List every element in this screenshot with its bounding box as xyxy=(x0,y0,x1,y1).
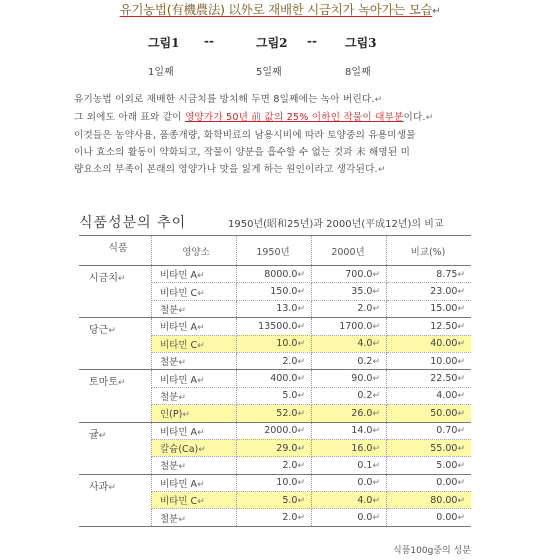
value-1950-cell: 13.0↵ xyxy=(237,300,312,317)
column-header: 식품 xyxy=(79,236,152,266)
document-title xyxy=(0,0,560,18)
nutrient-cell: 철분↵ xyxy=(152,352,237,369)
value-2000-cell: 0.2↵ xyxy=(312,387,387,404)
value-2000-cell: 14.0↵ xyxy=(312,422,387,439)
nutrient-cell: 비타민 C↵ xyxy=(152,335,237,352)
nutrient-cell: 인(P)↵ xyxy=(152,405,237,422)
figure-2-label: 그림2 xyxy=(256,36,288,50)
body-paragraph xyxy=(74,91,514,179)
nutrient-table xyxy=(79,235,471,527)
table-row xyxy=(79,422,471,439)
nutrient-cell: 칼슘(Ca)↵ xyxy=(152,439,237,456)
nutrient-cell: 철분↵ xyxy=(152,300,237,317)
ratio-cell: 55.00↵ xyxy=(387,439,472,456)
ratio-cell: 50.00↵ xyxy=(387,405,472,422)
table-row xyxy=(79,474,471,491)
figure-separator: -- xyxy=(307,34,317,48)
ratio-cell: 80.00↵ xyxy=(387,492,472,509)
value-1950-cell: 13500.0↵ xyxy=(237,318,312,335)
value-2000-cell: 4.0↵ xyxy=(312,335,387,352)
table-row xyxy=(79,318,471,335)
figure-separator: -- xyxy=(204,34,214,48)
nutrient-cell: 철분↵ xyxy=(152,457,237,474)
table-footnote: 식품100g중의 성분 xyxy=(393,546,471,556)
paragraph-line: 이것들은 농약사용, 품종개량, 화학비료의 남용시비에 따라 토양중의 유용미생물 xyxy=(74,130,416,141)
food-name: 귤 xyxy=(89,429,99,441)
value-1950-cell: 5.0↵ xyxy=(237,387,312,404)
value-1950-cell: 29.0↵ xyxy=(237,439,312,456)
nutrient-cell: 비타민 C↵ xyxy=(152,283,237,300)
column-header: 1950년 xyxy=(237,236,312,266)
nutrient-cell: 비타민 C↵ xyxy=(152,492,237,509)
food-name-cell: 사과↵ xyxy=(79,474,152,526)
ratio-cell: 12.50↵ xyxy=(387,318,472,335)
value-1950-cell: 2.0↵ xyxy=(237,457,312,474)
value-2000-cell: 4.0↵ xyxy=(312,492,387,509)
food-name-cell: 시금치↵ xyxy=(79,266,152,318)
value-1950-cell: 150.0↵ xyxy=(237,283,312,300)
food-name-cell: 토마토↵ xyxy=(79,370,152,422)
figure-3-label: 그림3 xyxy=(345,36,377,50)
value-1950-cell: 10.0↵ xyxy=(237,474,312,491)
nutrient-cell: 비타민 A↵ xyxy=(152,474,237,491)
paragraph-line: 이나 효소의 활동이 약화되고, 작물이 양분을 흡수할 수 없는 것과 未 해명된 미 xyxy=(74,147,411,158)
nutrient-cell: 철분↵ xyxy=(152,509,237,526)
nutrient-cell: 비타민 A↵ xyxy=(152,370,237,387)
section-title: 식품성분의 추이 xyxy=(79,215,187,231)
value-1950-cell: 52.0↵ xyxy=(237,405,312,422)
ratio-cell: 5.00↵ xyxy=(387,457,472,474)
value-2000-cell: 90.0↵ xyxy=(312,370,387,387)
value-1950-cell: 400.0↵ xyxy=(237,370,312,387)
value-1950-cell: 2.0↵ xyxy=(237,509,312,526)
value-1950-cell: 8000.0↵ xyxy=(237,266,312,283)
ratio-cell: 4.00↵ xyxy=(387,387,472,404)
nutrient-cell: 비타민 A↵ xyxy=(152,318,237,335)
food-name: 사과 xyxy=(89,481,109,493)
paragraph-line: 유기농법 이외로 재배한 시금치를 방치해 두면 8일째에는 녹아 버린다.↵ xyxy=(74,94,383,105)
table-row xyxy=(79,370,471,387)
value-2000-cell: 700.0↵ xyxy=(312,266,387,283)
value-1950-cell: 5.0↵ xyxy=(237,492,312,509)
value-1950-cell: 10.0↵ xyxy=(237,335,312,352)
paragraph-line: 그 외에도 아래 표와 같이 영양가가 50년 前 값의 25% 이하인 작물이 대부분이다.↵ xyxy=(74,112,434,123)
food-name: 시금치 xyxy=(89,273,118,284)
section-subtitle: 1950년(昭和25년)과 2000년(平成12년)의 비교 xyxy=(228,219,444,230)
column-header: 비교(%) xyxy=(387,236,472,266)
value-1950-cell: 2.0↵ xyxy=(237,352,312,369)
ratio-cell: 0.00↵ xyxy=(387,474,472,491)
figure-2-day: 5일째 xyxy=(256,67,282,78)
ratio-cell: 15.00↵ xyxy=(387,300,472,317)
food-name: 토마토 xyxy=(89,377,118,389)
paragraph-line: 량요소의 부족이 본래의 영양가나 맛을 잃게 하는 원인이라고 생각된다.↵ xyxy=(74,164,386,175)
value-2000-cell: 16.0↵ xyxy=(312,439,387,456)
highlighted-phrase: 영양가가 50년 前 값의 25% 이하인 작물이 대부분 xyxy=(184,112,404,123)
value-1950-cell: 2000.0↵ xyxy=(237,422,312,439)
title-text: 유기농법(有機農法) 以外로 재배한 시금치가 녹아가는 모습 xyxy=(119,2,433,17)
ratio-cell: 22.50↵ xyxy=(387,370,472,387)
value-2000-cell: 0.2↵ xyxy=(312,352,387,369)
nutrient-cell: 비타민 A↵ xyxy=(152,422,237,439)
table-row xyxy=(79,266,471,283)
ratio-cell: 0.70↵ xyxy=(387,422,472,439)
food-name-cell: 당근↵ xyxy=(79,318,152,370)
figure-1-day: 1일째 xyxy=(148,67,174,78)
ratio-cell: 23.00↵ xyxy=(387,283,472,300)
figure-3-day: 8일째 xyxy=(345,67,371,78)
table-header-row xyxy=(79,236,471,266)
ratio-cell: 10.00↵ xyxy=(387,352,472,369)
column-header: 영양소 xyxy=(152,236,237,266)
value-2000-cell: 0.0↵ xyxy=(312,509,387,526)
nutrient-cell: 철분↵ xyxy=(152,387,237,404)
figure-1-label: 그림1 xyxy=(148,36,180,50)
ratio-cell: 40.00↵ xyxy=(387,335,472,352)
column-header: 2000년 xyxy=(312,236,387,266)
value-2000-cell: 2.0↵ xyxy=(312,300,387,317)
ratio-cell: 8.75↵ xyxy=(387,266,472,283)
value-2000-cell: 0.1↵ xyxy=(312,457,387,474)
nutrient-cell: 비타민 A↵ xyxy=(152,266,237,283)
ratio-cell: 0.00↵ xyxy=(387,509,472,526)
value-2000-cell: 1700.0↵ xyxy=(312,318,387,335)
value-2000-cell: 35.0↵ xyxy=(312,283,387,300)
value-2000-cell: 26.0↵ xyxy=(312,405,387,422)
value-2000-cell: 0.0↵ xyxy=(312,474,387,491)
paragraph-mark: ↵ xyxy=(432,6,441,17)
food-name: 당근 xyxy=(89,325,109,337)
food-name-cell: 귤↵ xyxy=(79,422,152,474)
